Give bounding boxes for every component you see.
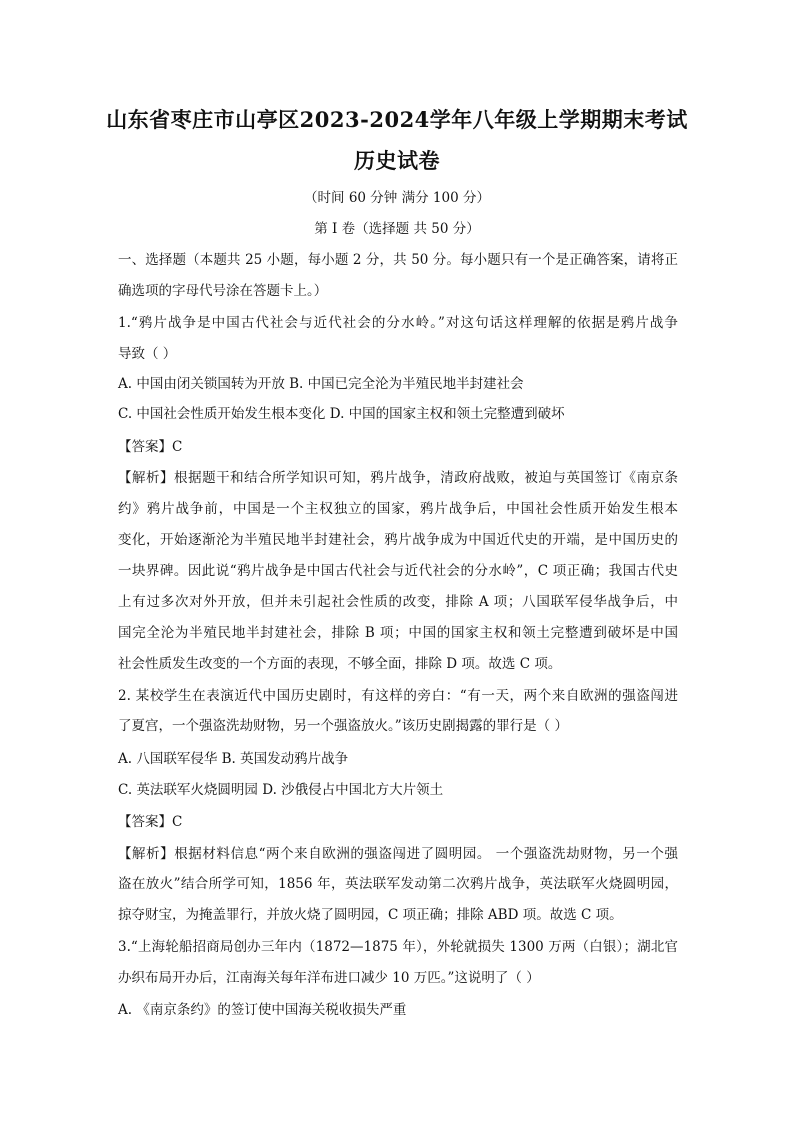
text-line: 上有过多次对外开放，但并未引起社会性质的改变，排除 A 项；八国联军侵华战争后，中 [118, 594, 678, 610]
text-line: 一块界碑。因此说“鸦片战争是中国古代社会与近代社会的分水岭”，C 项正确；我国古代史 [118, 563, 678, 579]
text-line: 【解析】根据材料信息“两个来自欧洲的强盗闯进了圆明园。 一个强盗洗劫财物，另一个强 [118, 846, 678, 862]
exam-title: 山东省枣庄市山亭区2023-2024学年八年级上学期期末考试 [106, 107, 688, 132]
text-line: A. 《南京条约》的签订使中国海关税收损失严重 [118, 1002, 407, 1018]
text-line: 【答案】C [118, 439, 183, 455]
text-line: 1.“鸦片战争是中国古代社会与近代社会的分水岭。”对这句话这样理解的依据是鸦片战争 [118, 315, 678, 331]
text-line: 约》鸦片战争前，中国是一个主权独立的国家，鸦片战争后，中国社会性质开始发生根本 [118, 501, 678, 517]
text-line: 2. 某校学生在表演近代中国历史剧时，有这样的旁白：“有一天，两个来自欧洲的强盗闯进 [118, 688, 678, 704]
text-line: 确选项的字母代号涂在答题卡上。） [118, 283, 328, 299]
text-line: A. 中国由闭关锁国转为开放 B. 中国已完全沦为半殖民地半封建社会 [118, 376, 524, 392]
text-line: A. 八国联军侵华 B. 英国发动鸦片战争 [118, 751, 349, 767]
text-line: 掠夺财宝，为掩盖罪行，并放火烧了圆明园，C 项正确；排除 ABD 项。故选 C 项。 [118, 907, 623, 923]
text-line: 了夏宫，一个强盗洗劫财物，另一个强盗放火。”该历史剧揭露的罪行是（ ） [118, 718, 568, 734]
text-line: 盗在放火”结合所学可知，1856 年，英法联军发动第二次鸦片战争，英法联军火烧圆明园， [118, 876, 678, 892]
text-line: 【解析】根据题干和结合所学知识可知，鸦片战争，清政府战败，被迫与英国签订《南京条 [118, 470, 678, 486]
text-line: 【答案】C [118, 814, 183, 830]
exam-subject-title: 历史试卷 [354, 148, 440, 173]
text-line: 变化，开始逐渐沦为半殖民地半封建社会，鸦片战争成为中国近代史的开端，是中国历史的 [118, 532, 678, 548]
exam-time-info: （时间 60 分钟 满分 100 分） [304, 190, 490, 206]
text-line: 导致（ ） [118, 346, 177, 362]
text-line: 办织布局开办后，江南海关每年洋布进口减少 10 万匹。”这说明了（ ） [118, 970, 540, 986]
text-line: C. 英法联军火烧圆明园 D. 沙俄侵占中国北方大片领土 [118, 782, 444, 798]
text-line: 一、选择题（本题共 25 小题，每小题 2 分，共 50 分。每小题只有一个是正确答案，请将正 [118, 252, 678, 268]
text-line: 国完全沦为半殖民地半封建社会，排除 B 项；中国的国家主权和领土完整遭到破坏是中国 [118, 625, 678, 641]
text-line: 3.“上海轮船招商局创办三年内（1872—1875 年），外轮就损失 1300 万两（白银）；湖北官 [118, 939, 678, 955]
text-line: 社会性质发生改变的一个方面的表现，不够全面，排除 D 项。故选 C 项。 [118, 656, 562, 672]
exam-volume-info: 第 I 卷（选择题 共 50 分） [314, 221, 480, 237]
text-line: C. 中国社会性质开始发生根本变化 D. 中国的国家主权和领土完整遭到破坏 [118, 406, 565, 422]
